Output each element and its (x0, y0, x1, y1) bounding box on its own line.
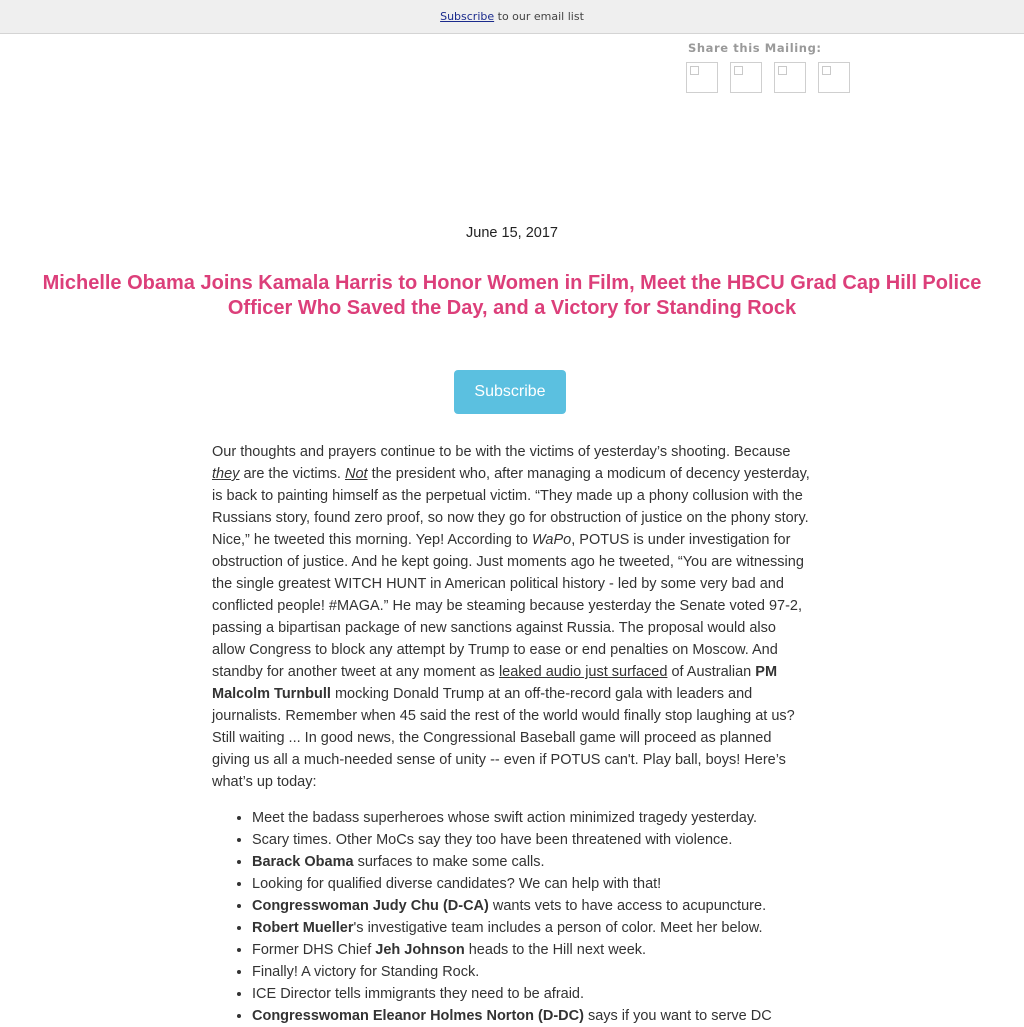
wapo-text: WaPo (532, 532, 572, 548)
highlights-list (212, 807, 812, 1027)
share-label: Share this Mailing: (688, 41, 822, 55)
broken-image-icon (734, 66, 743, 75)
intro-paragraph (212, 441, 812, 793)
list-item: • Barack Obama surfaces to make some calls. (252, 851, 812, 873)
share-button-2[interactable] (730, 62, 762, 93)
they-link[interactable]: they (212, 466, 240, 482)
email-subscribe-bar (0, 0, 1024, 34)
not-link[interactable]: Not (344, 466, 368, 482)
list-item: • Scary times. Other MoCs say they too have been threatened with violence. (252, 829, 812, 851)
list-item: • Congresswoman Eleanor Holmes Norton (D-DC) says if you want to serve DC (252, 1005, 812, 1027)
subscribe-link[interactable]: Subscribe (440, 10, 495, 23)
subscribe-bar-text: to our email list (494, 10, 584, 23)
list-item: • ICE Director tells immigrants they need to be afraid. (252, 983, 812, 1005)
article-headline: Michelle Obama Joins Kamala Harris to Honor Women in Film, Meet the HBCU Grad Cap Hill Police Officer Who Saved the Day, and a Victory for Standing Rock (42, 272, 982, 319)
list-item: • Meet the badass superheroes whose swift action minimized tragedy yesterday. (252, 807, 812, 829)
subscribe-button[interactable]: Subscribe (454, 370, 566, 414)
turnbull-name: PM Malcolm Turnbull (212, 664, 778, 702)
broken-image-icon (822, 66, 831, 75)
leaked-audio-link[interactable]: leaked audio just surfaced (498, 664, 668, 680)
intro-text: mocking Donald Trump at an off-the-record gala with leaders and journalists. Remember when 45 said the rest of the world would finally stop laughing at us? Still waiting ... In good news, the Congressional Baseball game will proceed as planned giving us all a much-needed sense of unity -- even if POTUS can't. Play ball, boys! Here’s what’s up today: (212, 686, 795, 790)
list-item: • Looking for qualified diverse candidates? We can help with that! (252, 873, 812, 895)
broken-image-icon (778, 66, 787, 75)
article-date: June 15, 2017 (466, 225, 558, 241)
intro-text: , POTUS is under investigation for obstruction of justice. And he kept going. Just moments ago he tweeted, “You are witnessing the single greatest WITCH HUNT in American political history - led by some very bad and conflicted people! #MAGA.” He may be steaming because yesterday the Senate voted 97-2, passing a bipartisan package of new sanctions against Russia. The proposal would also allow Congress to block any attempt by Trump to ease or end penalties on Moscow. And standby for another tweet at any moment as (212, 532, 804, 680)
intro-text: the president who, after managing a modicum of decency yesterday, is back to painting himself as the perpetual victim. “They made up a phony collusion with the Russians story, found zero proof, so now they go for obstruction of justice on the phony story. Nice,” he tweeted this morning. Yep! According to (212, 466, 810, 548)
list-item: • Congresswoman Judy Chu (D-CA) wants vets to have access to acupuncture. (252, 895, 812, 917)
intro-text: Our thoughts and prayers continue to be with the victims of yesterday’s shooting. Because (212, 444, 791, 460)
list-item: • Finally! A victory for Standing Rock. (252, 961, 812, 983)
list-item: • Robert Mueller's investigative team includes a person of color. Meet her below. (252, 917, 812, 939)
broken-image-icon (690, 66, 699, 75)
list-item: • Former DHS Chief Jeh Johnson heads to the Hill next week. (252, 939, 812, 961)
share-button-1[interactable] (686, 62, 718, 93)
intro-text: are the victims. (239, 466, 345, 482)
intro-text: of Australian (667, 664, 756, 680)
article-body (212, 441, 812, 1027)
share-button-4[interactable] (818, 62, 850, 93)
share-button-3[interactable] (774, 62, 806, 93)
